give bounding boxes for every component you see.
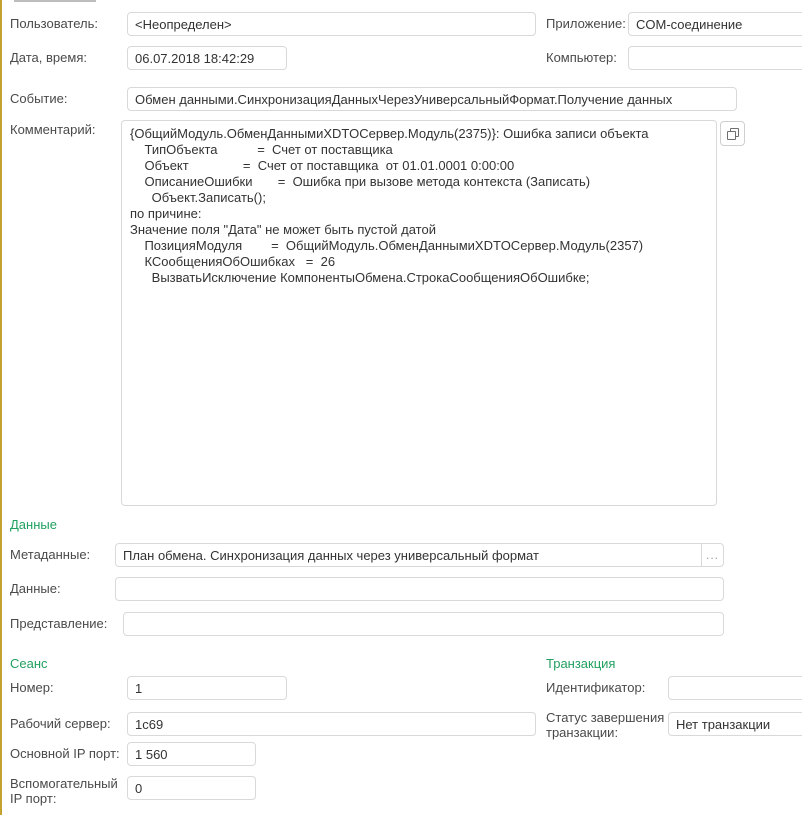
user-label: Пользователь: xyxy=(10,16,98,31)
application-label: Приложение: xyxy=(546,16,626,31)
session-number-field[interactable] xyxy=(127,676,287,700)
transaction-id-label: Идентификатор: xyxy=(546,680,646,695)
event-field[interactable] xyxy=(127,87,737,111)
section-title-transaction: Транзакция xyxy=(546,656,616,671)
presentation-label: Представление: xyxy=(10,616,108,631)
top-divider-line xyxy=(14,0,96,2)
datetime-field[interactable] xyxy=(127,46,287,70)
transaction-status-field[interactable] xyxy=(668,712,802,736)
aux-ip-port-label: Вспомогательный IP порт: xyxy=(10,776,118,806)
section-title-session: Сеанс xyxy=(10,656,48,671)
comment-label: Комментарий: xyxy=(10,122,96,137)
working-server-label: Рабочий сервер: xyxy=(10,716,111,731)
aux-ip-port-field[interactable] xyxy=(127,776,256,800)
metadata-field[interactable] xyxy=(115,543,702,567)
computer-field[interactable] xyxy=(628,46,802,70)
data-label: Данные: xyxy=(10,581,61,596)
open-in-window-icon xyxy=(727,128,739,140)
datetime-label: Дата, время: xyxy=(10,50,87,65)
session-number-label: Номер: xyxy=(10,680,54,695)
metadata-picker-button[interactable]: ... xyxy=(701,543,724,567)
transaction-status-label: Статус завершения транзакции: xyxy=(546,710,665,740)
working-server-field[interactable] xyxy=(127,712,536,736)
left-accent-bar xyxy=(0,0,2,815)
transaction-id-field[interactable] xyxy=(668,676,802,700)
application-field[interactable] xyxy=(628,12,802,36)
open-in-window-button[interactable] xyxy=(720,121,745,146)
presentation-field[interactable] xyxy=(123,612,724,636)
event-label: Событие: xyxy=(10,91,68,106)
computer-label: Компьютер: xyxy=(546,50,617,65)
section-title-data: Данные xyxy=(10,517,57,532)
data-field[interactable] xyxy=(115,577,724,601)
user-field[interactable] xyxy=(127,12,536,36)
metadata-label: Метаданные: xyxy=(10,547,91,562)
main-ip-port-field[interactable] xyxy=(127,742,256,766)
comment-textarea[interactable] xyxy=(121,120,717,506)
main-ip-port-label: Основной IP порт: xyxy=(10,746,120,761)
